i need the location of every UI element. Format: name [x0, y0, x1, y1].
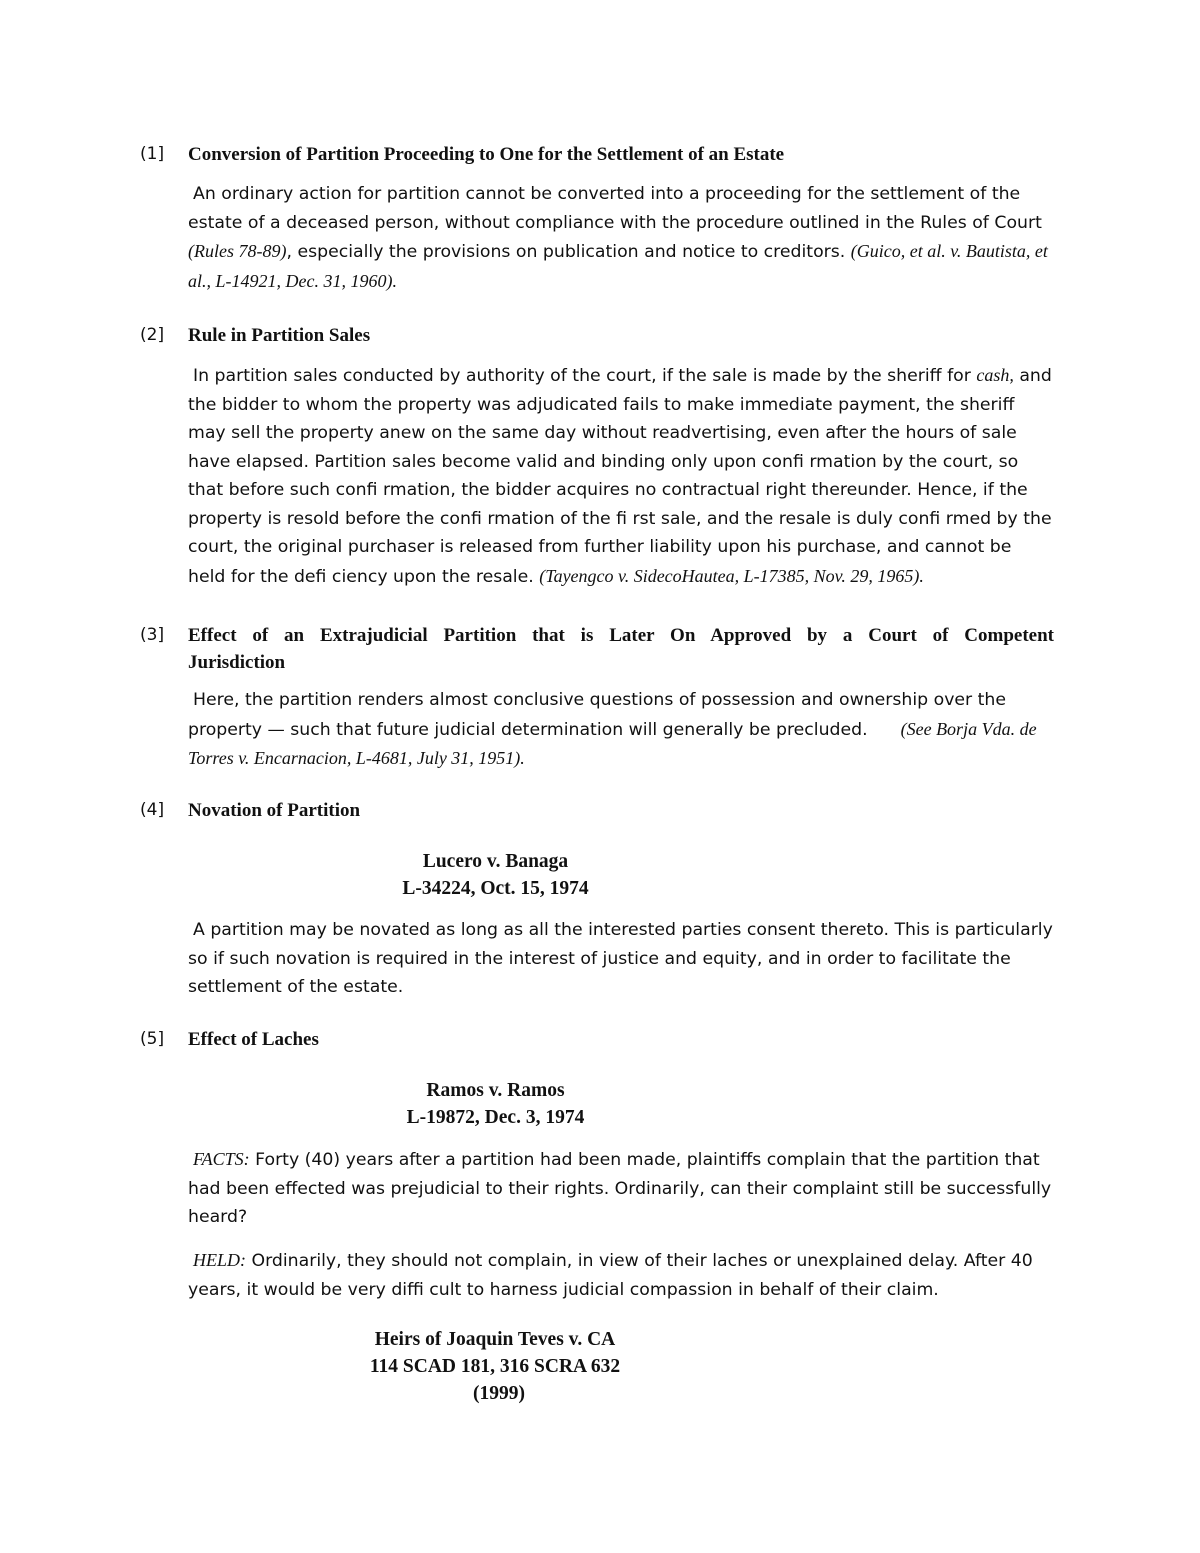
case-heading-teves	[340, 1326, 650, 1407]
case-year: (1999)	[473, 1383, 525, 1404]
section-3-paragraph	[188, 686, 1054, 774]
section-number: (2]	[140, 325, 165, 345]
paragraph-text: Forty (40) years after a partition had been made, plaintiffs complain that the partition that had been effected was prejudicial to their rights. Ordinarily, can their complaint still be successfully heard?	[188, 1150, 1052, 1227]
section-title: Rule in Partition Sales	[188, 325, 371, 346]
section-number: (4]	[140, 800, 165, 820]
section-5-heading	[140, 1026, 1060, 1053]
section-number: (3]	[140, 625, 165, 645]
paragraph-text: , especially the provisions on publication and notice to creditors.	[286, 242, 851, 262]
rule-citation: (Rules 78-89)	[188, 241, 287, 261]
held-label: HELD:	[193, 1250, 246, 1270]
section-1-heading	[140, 141, 1060, 168]
held-paragraph	[188, 1246, 1054, 1304]
case-name: Ramos v. Ramos	[426, 1080, 565, 1101]
case-name: Heirs of Joaquin Teves v. CA	[374, 1329, 616, 1350]
paragraph-text: Here, the partition renders almost conclusive questions of possession and ownership over the property — such that future judicial determination will generally be precluded.	[188, 690, 1012, 740]
facts-paragraph	[188, 1145, 1054, 1232]
section-4-heading	[140, 797, 1060, 824]
section-2-paragraph	[188, 361, 1054, 591]
case-citation: (See Borja Vda. de Torres v. Encarnacion, L-4681, July 31, 1951).	[188, 718, 1037, 768]
case-citation: (Guico, et al. v. Bautista, et al., L-14921, Dec. 31, 1960).	[188, 241, 1048, 291]
paragraph-text: In partition sales conducted by authority of the court, if the sale is made by the sheriff for	[193, 366, 977, 386]
paragraph-text: and the bidder to whom the property was adjudicated fails to make immediate payment, the sheriff may sell the property anew on the same day without readvertising, even after the hours of sale have elapsed. Partition sales become valid and binding only upon confi rmation by the court, so that before such confi rmation, the bidder acquires no contractual right thereunder. Hence, if the property is resold before the confi rmation of the fi rst sale, and the resale is duly confi rmed by the court, the original purchaser is released from further liability upon his purchase, and cannot be held for the defi ciency upon the resale.	[188, 366, 1052, 587]
section-number: (1]	[140, 144, 165, 164]
case-reference: L-34224, Oct. 15, 1974	[402, 878, 589, 899]
section-title-line-1: Effect of an Extrajudicial Partition that is Later On Approved by a Court of Competent	[188, 625, 1054, 646]
section-4-paragraph	[188, 916, 1054, 1002]
section-3-heading	[140, 622, 1060, 676]
section-1-paragraph	[188, 180, 1054, 296]
facts-label: FACTS:	[193, 1149, 250, 1169]
section-number: (5]	[140, 1029, 165, 1049]
paragraph-text: An ordinary action for partition cannot be converted into a proceeding for the settlement of the estate of a deceased person, without compliance with the procedure outlined in the Rules of Court	[188, 184, 1042, 233]
section-2-heading	[140, 322, 1060, 349]
section-title: Novation of Partition	[188, 800, 361, 821]
section-title-line-2: Jurisdiction	[188, 652, 286, 673]
emphasis-text: cash,	[976, 365, 1014, 385]
section-title: Conversion of Partition Proceeding to One for the Settlement of an Estate	[188, 144, 785, 165]
case-heading-lucero	[188, 848, 803, 902]
case-reference: L-19872, Dec. 3, 1974	[406, 1107, 585, 1128]
case-name: Lucero v. Banaga	[422, 851, 569, 872]
paragraph-text: Ordinarily, they should not complain, in view of their laches or unexplained delay. After 40 years, it would be very diffi cult to harness judicial compassion in behalf of their claim.	[188, 1251, 1033, 1300]
paragraph-text: A partition may be novated as long as all the interested parties consent thereto. This is particularly so if such novation is required in the interest of justice and equity, and in order to facilitate the settlement of the estate.	[188, 920, 1053, 997]
section-title: Effect of Laches	[188, 1029, 319, 1050]
case-citation: (Tayengco v. SidecoHautea, L-17385, Nov. 29, 1965).	[539, 565, 924, 586]
case-heading-ramos	[188, 1077, 803, 1131]
case-reference: 114 SCAD 181, 316 SCRA 632	[369, 1356, 621, 1377]
